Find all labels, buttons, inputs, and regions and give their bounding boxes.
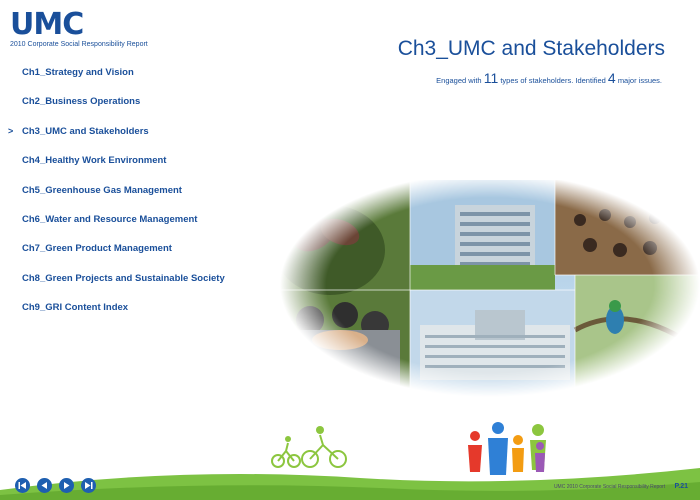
- first-page-icon: [18, 481, 27, 490]
- nav-item-ch4[interactable]: [0, 146, 260, 175]
- nav-item-ch3[interactable]: [0, 117, 260, 146]
- last-page-icon: [84, 481, 93, 490]
- hands-together-photo: [290, 302, 400, 390]
- nav-item-label: Ch7_Green Product Management: [22, 243, 172, 255]
- summary-prefix: Engaged with: [436, 76, 482, 85]
- nav-item-label: Ch5_Greenhouse Gas Management: [22, 184, 182, 196]
- nav-item-ch2[interactable]: [0, 87, 260, 116]
- nav-item-ch8[interactable]: [0, 264, 260, 293]
- issue-count: 4: [607, 70, 616, 86]
- stakeholder-count: 11: [483, 70, 499, 86]
- last-page-button[interactable]: [81, 478, 96, 493]
- nav-item-ch9[interactable]: [0, 293, 260, 322]
- summary-middle: types of stakeholders. Identified: [500, 76, 606, 85]
- nav-item-ch7[interactable]: [0, 234, 260, 263]
- nav-item-ch6[interactable]: [0, 205, 260, 234]
- next-page-button[interactable]: [59, 478, 74, 493]
- previous-page-icon: [40, 481, 49, 490]
- page-controls: [15, 478, 96, 493]
- summary-suffix: major issues.: [617, 76, 662, 85]
- nav-item-ch1[interactable]: [0, 58, 260, 87]
- brand-subtitle: 2010 Corporate Social Responsibility Report: [10, 41, 148, 48]
- footer-report-title: UMC 2010 Corporate Social Responsibility Report: [553, 484, 666, 490]
- nav-item-label: Ch6_Water and Resource Management: [22, 213, 198, 225]
- next-page-icon: [62, 481, 71, 490]
- page-title: Ch3_UMC and Stakeholders: [397, 37, 665, 60]
- nav-item-label: Ch8_Green Projects and Sustainable Society: [22, 272, 225, 284]
- page-number: P.21: [674, 483, 688, 490]
- nav-item-ch5[interactable]: [0, 176, 260, 205]
- active-chevron-icon: >: [8, 125, 14, 136]
- first-page-button[interactable]: [15, 478, 30, 493]
- cyclists-illustration: [268, 423, 353, 471]
- nav-item-label: Ch3_UMC and Stakeholders: [22, 125, 149, 137]
- nav-item-label: Ch1_Strategy and Vision: [22, 67, 134, 78]
- photo-collage: [270, 180, 700, 400]
- brand-name: UMC: [10, 7, 84, 42]
- chapter-nav: [0, 58, 260, 323]
- nav-item-label: Ch4_Healthy Work Environment: [22, 155, 167, 167]
- chapter-summary: [436, 70, 662, 86]
- family-figures-illustration: [458, 420, 558, 482]
- classroom-photo: [555, 180, 700, 275]
- nav-item-label: Ch2_Business Operations: [22, 96, 141, 108]
- previous-page-button[interactable]: [37, 478, 52, 493]
- nav-item-label: Ch9_GRI Content Index: [22, 302, 129, 314]
- report-footer: [554, 483, 688, 490]
- logo: [10, 7, 148, 48]
